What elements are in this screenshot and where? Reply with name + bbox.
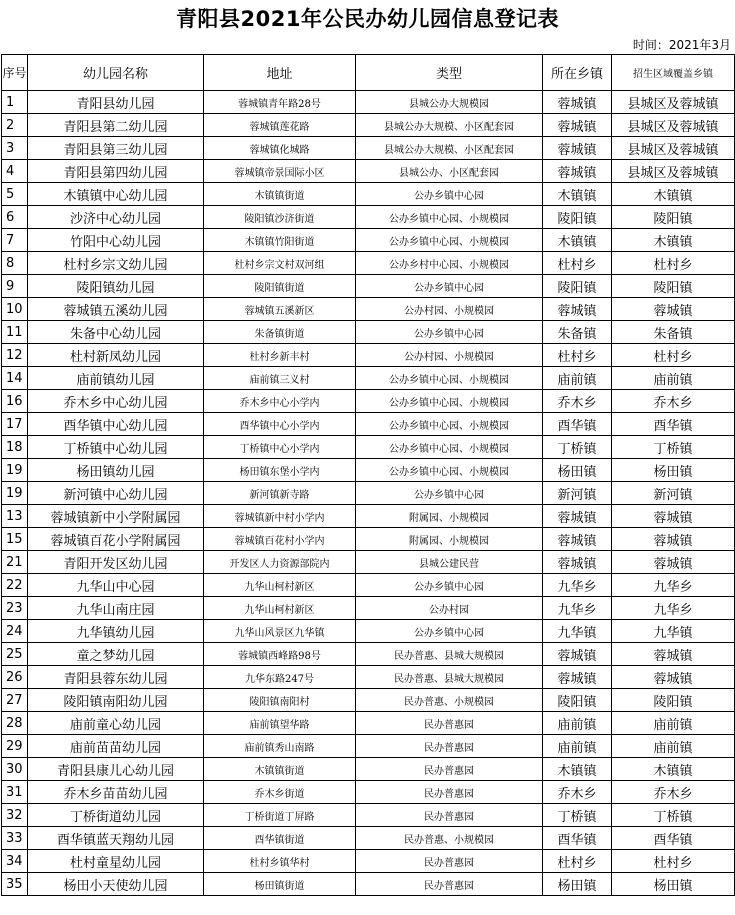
cell-address: 丁桥街道丁屏路 xyxy=(204,804,356,827)
cell-type: 民办普惠园 xyxy=(356,781,543,804)
cell-type: 公办乡镇中心园、小规模园 xyxy=(356,367,543,390)
cell-name: 庙前童心幼儿园 xyxy=(28,712,204,735)
cell-name: 陵阳镇南阳幼儿园 xyxy=(28,689,204,712)
cell-coverage: 庙前镇 xyxy=(612,367,735,390)
cell-address: 九华东路247号 xyxy=(204,666,356,689)
cell-name: 九华镇幼儿园 xyxy=(28,620,204,643)
cell-type: 民办普惠、小规模园 xyxy=(356,827,543,850)
cell-address: 酉华镇中心小学内 xyxy=(204,413,356,436)
cell-town: 蓉城镇 xyxy=(543,137,612,160)
cell-town: 朱备镇 xyxy=(543,321,612,344)
cell-name: 陵阳镇幼儿园 xyxy=(28,275,204,298)
cell-seq: 5 xyxy=(2,183,28,206)
table-row xyxy=(2,643,735,666)
cell-town: 蓉城镇 xyxy=(543,91,612,114)
cell-seq: 4 xyxy=(2,160,28,183)
cell-town: 酉华镇 xyxy=(543,413,612,436)
cell-type: 公办村园、小规模园 xyxy=(356,344,543,367)
table-row xyxy=(2,666,735,689)
cell-type: 公办乡镇中心园、小规模园 xyxy=(356,413,543,436)
cell-type: 公办村园 xyxy=(356,597,543,620)
cell-address: 陵阳镇沙济街道 xyxy=(204,206,356,229)
cell-type: 县城公办大规模、小区配套园 xyxy=(356,137,543,160)
cell-coverage: 九华乡 xyxy=(612,574,735,597)
cell-coverage: 县城区及蓉城镇 xyxy=(612,91,735,114)
cell-name: 新河镇中心幼儿园 xyxy=(28,482,204,505)
cell-town: 杜村乡 xyxy=(543,344,612,367)
cell-type: 县城公办大规模园 xyxy=(356,91,543,114)
cell-address: 杜村乡宗文村双河组 xyxy=(204,252,356,275)
table-row xyxy=(2,252,735,275)
cell-address: 九华山柯村新区 xyxy=(204,597,356,620)
cell-address: 庙前镇三义村 xyxy=(204,367,356,390)
header-town: 所在乡镇 xyxy=(543,55,612,91)
cell-address: 杜村乡镇华村 xyxy=(204,850,356,873)
cell-coverage: 杨田镇 xyxy=(612,459,735,482)
cell-address: 九华山风景区九华镇 xyxy=(204,620,356,643)
cell-type: 公办乡镇中心园 xyxy=(356,620,543,643)
cell-name: 杜村童星幼儿园 xyxy=(28,850,204,873)
cell-address: 开发区人力资源部院内 xyxy=(204,551,356,574)
cell-type: 民办普惠园 xyxy=(356,850,543,873)
table-row xyxy=(2,505,735,528)
cell-type: 县城公办、小区配套园 xyxy=(356,160,543,183)
cell-address: 丁桥镇中心小学内 xyxy=(204,436,356,459)
cell-type: 公办乡镇中心园、小规模园 xyxy=(356,390,543,413)
cell-address: 杨田镇街道 xyxy=(204,873,356,896)
cell-address: 蓉城镇五溪新区 xyxy=(204,298,356,321)
cell-town: 庙前镇 xyxy=(543,712,612,735)
cell-address: 木镇镇竹阳街道 xyxy=(204,229,356,252)
cell-town: 杜村乡 xyxy=(543,252,612,275)
cell-name: 杨田镇幼儿园 xyxy=(28,459,204,482)
date-label: 时间：2021年3月 xyxy=(632,38,731,52)
cell-name: 杜村新凤幼儿园 xyxy=(28,344,204,367)
cell-seq: 6 xyxy=(2,206,28,229)
header-seq: 序号 xyxy=(2,55,28,91)
cell-town: 蓉城镇 xyxy=(543,114,612,137)
cell-coverage: 蓉城镇 xyxy=(612,528,735,551)
cell-town: 木镇镇 xyxy=(543,229,612,252)
cell-address: 酉华镇街道 xyxy=(204,827,356,850)
cell-address: 庙前镇秀山南路 xyxy=(204,735,356,758)
cell-coverage: 木镇镇 xyxy=(612,183,735,206)
cell-seq: 7 xyxy=(2,229,28,252)
cell-address: 乔木乡中心小学内 xyxy=(204,390,356,413)
cell-name: 九华山南庄园 xyxy=(28,597,204,620)
cell-name: 蓉城镇五溪幼儿园 xyxy=(28,298,204,321)
table-row xyxy=(2,735,735,758)
cell-name: 九华山中心园 xyxy=(28,574,204,597)
cell-coverage: 庙前镇 xyxy=(612,735,735,758)
cell-coverage: 丁桥镇 xyxy=(612,804,735,827)
cell-coverage: 酉华镇 xyxy=(612,827,735,850)
cell-name: 庙前镇幼儿园 xyxy=(28,367,204,390)
cell-address: 杜村乡新丰村 xyxy=(204,344,356,367)
table-row xyxy=(2,551,735,574)
cell-name: 木镇镇中心幼儿园 xyxy=(28,183,204,206)
table-header-row xyxy=(2,55,735,91)
cell-town: 乔木乡 xyxy=(543,781,612,804)
cell-town: 庙前镇 xyxy=(543,735,612,758)
cell-town: 九华乡 xyxy=(543,597,612,620)
cell-name: 青阳县第二幼儿园 xyxy=(28,114,204,137)
cell-seq: 13 xyxy=(2,505,28,528)
table-row xyxy=(2,712,735,735)
cell-town: 蓉城镇 xyxy=(543,160,612,183)
cell-town: 酉华镇 xyxy=(543,827,612,850)
cell-address: 蓉城镇百花村小学内 xyxy=(204,528,356,551)
header-address: 地址 xyxy=(204,55,356,91)
cell-town: 蓉城镇 xyxy=(543,298,612,321)
cell-name: 庙前苗苗幼儿园 xyxy=(28,735,204,758)
table-row xyxy=(2,298,735,321)
cell-type: 公办乡村中心园、小规模园 xyxy=(356,252,543,275)
table-row xyxy=(2,459,735,482)
cell-town: 新河镇 xyxy=(543,482,612,505)
cell-coverage: 朱备镇 xyxy=(612,321,735,344)
cell-seq: 16 xyxy=(2,390,28,413)
cell-seq: 12 xyxy=(2,344,28,367)
cell-town: 陵阳镇 xyxy=(543,275,612,298)
cell-coverage: 县城区及蓉城镇 xyxy=(612,114,735,137)
cell-coverage: 乔木乡 xyxy=(612,781,735,804)
cell-name: 杜村乡宗文幼儿园 xyxy=(28,252,204,275)
cell-coverage: 杨田镇 xyxy=(612,873,735,896)
cell-name: 乔木乡中心幼儿园 xyxy=(28,390,204,413)
cell-seq: 27 xyxy=(2,689,28,712)
cell-coverage: 杜村乡 xyxy=(612,252,735,275)
cell-type: 民办普惠园 xyxy=(356,712,543,735)
table-row xyxy=(2,804,735,827)
table-row xyxy=(2,528,735,551)
cell-seq: 32 xyxy=(2,804,28,827)
table-row xyxy=(2,413,735,436)
cell-town: 杜村乡 xyxy=(543,850,612,873)
table-row xyxy=(2,390,735,413)
cell-town: 木镇镇 xyxy=(543,758,612,781)
cell-address: 木镇镇街道 xyxy=(204,183,356,206)
table-row xyxy=(2,620,735,643)
cell-coverage: 木镇镇 xyxy=(612,229,735,252)
cell-town: 丁桥镇 xyxy=(543,436,612,459)
cell-town: 丁桥镇 xyxy=(543,804,612,827)
cell-town: 蓉城镇 xyxy=(543,643,612,666)
table-row xyxy=(2,574,735,597)
cell-name: 青阳县蓉东幼儿园 xyxy=(28,666,204,689)
cell-address: 蓉城镇帝景国际小区 xyxy=(204,160,356,183)
table-row xyxy=(2,137,735,160)
cell-seq: 21 xyxy=(2,551,28,574)
cell-name: 童之梦幼儿园 xyxy=(28,643,204,666)
table-row xyxy=(2,206,735,229)
table-row xyxy=(2,114,735,137)
cell-name: 杨田小天使幼儿园 xyxy=(28,873,204,896)
cell-coverage: 蓉城镇 xyxy=(612,505,735,528)
cell-town: 庙前镇 xyxy=(543,367,612,390)
cell-coverage: 杜村乡 xyxy=(612,344,735,367)
cell-coverage: 陵阳镇 xyxy=(612,275,735,298)
cell-type: 民办普惠园 xyxy=(356,758,543,781)
cell-name: 青阳县幼儿园 xyxy=(28,91,204,114)
cell-name: 沙济中心幼儿园 xyxy=(28,206,204,229)
cell-seq: 3 xyxy=(2,137,28,160)
cell-name: 乔木乡苗苗幼儿园 xyxy=(28,781,204,804)
cell-seq: 15 xyxy=(2,528,28,551)
cell-type: 公办乡镇中心园、小规模园 xyxy=(356,436,543,459)
cell-name: 丁桥镇中心幼儿园 xyxy=(28,436,204,459)
cell-seq: 17 xyxy=(2,413,28,436)
cell-coverage: 酉华镇 xyxy=(612,413,735,436)
table-row xyxy=(2,436,735,459)
cell-seq: 34 xyxy=(2,850,28,873)
cell-type: 民办普惠园 xyxy=(356,873,543,896)
cell-seq: 33 xyxy=(2,827,28,850)
cell-seq: 10 xyxy=(2,298,28,321)
cell-coverage: 丁桥镇 xyxy=(612,436,735,459)
cell-seq: 30 xyxy=(2,758,28,781)
cell-coverage: 新河镇 xyxy=(612,482,735,505)
cell-town: 九华乡 xyxy=(543,574,612,597)
table-row xyxy=(2,229,735,252)
cell-seq: 19 xyxy=(2,482,28,505)
cell-seq: 24 xyxy=(2,620,28,643)
kindergarten-table xyxy=(1,54,735,896)
cell-type: 附属园、小规模园 xyxy=(356,505,543,528)
cell-seq: 1 xyxy=(2,91,28,114)
cell-seq: 26 xyxy=(2,666,28,689)
cell-coverage: 庙前镇 xyxy=(612,712,735,735)
cell-address: 蓉城镇青年路28号 xyxy=(204,91,356,114)
cell-type: 民办普惠、县城大规模园 xyxy=(356,643,543,666)
cell-seq: 18 xyxy=(2,436,28,459)
cell-address: 陵阳镇街道 xyxy=(204,275,356,298)
cell-address: 九华山柯村新区 xyxy=(204,574,356,597)
table-row xyxy=(2,758,735,781)
cell-coverage: 县城区及蓉城镇 xyxy=(612,137,735,160)
cell-address: 蓉城镇新中村小学内 xyxy=(204,505,356,528)
cell-name: 青阳县第四幼儿园 xyxy=(28,160,204,183)
cell-name: 朱备中心幼儿园 xyxy=(28,321,204,344)
cell-address: 蓉城镇化城路 xyxy=(204,137,356,160)
cell-town: 蓉城镇 xyxy=(543,505,612,528)
cell-seq: 8 xyxy=(2,252,28,275)
cell-type: 公办村园、小规模园 xyxy=(356,298,543,321)
header-name: 幼儿园名称 xyxy=(28,55,204,91)
cell-type: 公办乡镇中心园 xyxy=(356,321,543,344)
cell-type: 县城公建民营 xyxy=(356,551,543,574)
cell-seq: 35 xyxy=(2,873,28,896)
cell-seq: 14 xyxy=(2,367,28,390)
table-row xyxy=(2,275,735,298)
header-type: 类型 xyxy=(356,55,543,91)
table-row xyxy=(2,827,735,850)
cell-coverage: 县城区及蓉城镇 xyxy=(612,160,735,183)
cell-address: 新河镇新寺路 xyxy=(204,482,356,505)
cell-name: 竹阳中心幼儿园 xyxy=(28,229,204,252)
cell-town: 陵阳镇 xyxy=(543,206,612,229)
cell-type: 公办乡镇中心园 xyxy=(356,482,543,505)
cell-coverage: 乔木乡 xyxy=(612,390,735,413)
cell-type: 公办乡镇中心园、小规模园 xyxy=(356,459,543,482)
cell-town: 陵阳镇 xyxy=(543,689,612,712)
cell-type: 公办乡镇中心园 xyxy=(356,183,543,206)
cell-seq: 11 xyxy=(2,321,28,344)
table-row xyxy=(2,344,735,367)
cell-address: 朱备镇街道 xyxy=(204,321,356,344)
cell-address: 乔木乡街道 xyxy=(204,781,356,804)
cell-type: 公办乡镇中心园 xyxy=(356,574,543,597)
cell-seq: 31 xyxy=(2,781,28,804)
cell-town: 杨田镇 xyxy=(543,873,612,896)
cell-type: 民办普惠园 xyxy=(356,804,543,827)
document-title: 青阳县2021年公民办幼儿园信息登记表 xyxy=(176,7,559,31)
cell-seq: 25 xyxy=(2,643,28,666)
cell-seq: 9 xyxy=(2,275,28,298)
cell-town: 蓉城镇 xyxy=(543,666,612,689)
table-row xyxy=(2,183,735,206)
cell-coverage: 蓉城镇 xyxy=(612,643,735,666)
cell-name: 青阳开发区幼儿园 xyxy=(28,551,204,574)
cell-coverage: 九华镇 xyxy=(612,620,735,643)
cell-seq: 28 xyxy=(2,712,28,735)
cell-coverage: 九华乡 xyxy=(612,597,735,620)
cell-name: 蓉城镇百花小学附属园 xyxy=(28,528,204,551)
cell-address: 蓉城镇莲花路 xyxy=(204,114,356,137)
table-row xyxy=(2,321,735,344)
table-row xyxy=(2,850,735,873)
table-row xyxy=(2,160,735,183)
cell-town: 杨田镇 xyxy=(543,459,612,482)
cell-coverage: 蓉城镇 xyxy=(612,666,735,689)
cell-address: 杨田镇东堡小学内 xyxy=(204,459,356,482)
table-row xyxy=(2,781,735,804)
cell-type: 公办乡镇中心园 xyxy=(356,275,543,298)
cell-name: 酉华镇中心幼儿园 xyxy=(28,413,204,436)
cell-type: 县城公办大规模、小区配套园 xyxy=(356,114,543,137)
header-coverage: 招生区域覆盖乡镇 xyxy=(612,55,735,91)
cell-address: 木镇镇街道 xyxy=(204,758,356,781)
cell-name: 青阳县第三幼儿园 xyxy=(28,137,204,160)
cell-name: 丁桥街道幼儿园 xyxy=(28,804,204,827)
table-body xyxy=(2,91,735,896)
cell-coverage: 木镇镇 xyxy=(612,758,735,781)
cell-address: 陵阳镇南阳村 xyxy=(204,689,356,712)
cell-type: 民办普惠园 xyxy=(356,735,543,758)
cell-name: 蓉城镇新中小学附属园 xyxy=(28,505,204,528)
cell-type: 公办乡镇中心园、小规模园 xyxy=(356,229,543,252)
cell-seq: 22 xyxy=(2,574,28,597)
table-row xyxy=(2,873,735,896)
cell-seq: 2 xyxy=(2,114,28,137)
cell-coverage: 蓉城镇 xyxy=(612,551,735,574)
table-row xyxy=(2,367,735,390)
cell-coverage: 陵阳镇 xyxy=(612,689,735,712)
cell-address: 庙前镇望华路 xyxy=(204,712,356,735)
cell-coverage: 杜村乡 xyxy=(612,850,735,873)
cell-type: 民办普惠、小规模园 xyxy=(356,689,543,712)
cell-town: 乔木乡 xyxy=(543,390,612,413)
table-row xyxy=(2,597,735,620)
cell-town: 蓉城镇 xyxy=(543,528,612,551)
cell-address: 蓉城镇西峰路98号 xyxy=(204,643,356,666)
cell-type: 附属园、小规模园 xyxy=(356,528,543,551)
cell-seq: 23 xyxy=(2,597,28,620)
cell-seq: 29 xyxy=(2,735,28,758)
table-row xyxy=(2,482,735,505)
cell-coverage: 陵阳镇 xyxy=(612,206,735,229)
cell-seq: 19 xyxy=(2,459,28,482)
cell-town: 九华镇 xyxy=(543,620,612,643)
cell-type: 民办普惠、县城大规模园 xyxy=(356,666,543,689)
cell-coverage: 蓉城镇 xyxy=(612,298,735,321)
cell-name: 酉华镇蓝天翔幼儿园 xyxy=(28,827,204,850)
cell-type: 公办乡镇中心园、小规模园 xyxy=(356,206,543,229)
cell-town: 蓉城镇 xyxy=(543,551,612,574)
cell-town: 木镇镇 xyxy=(543,183,612,206)
cell-name: 青阳县康儿心幼儿园 xyxy=(28,758,204,781)
table-row xyxy=(2,689,735,712)
table-row xyxy=(2,91,735,114)
